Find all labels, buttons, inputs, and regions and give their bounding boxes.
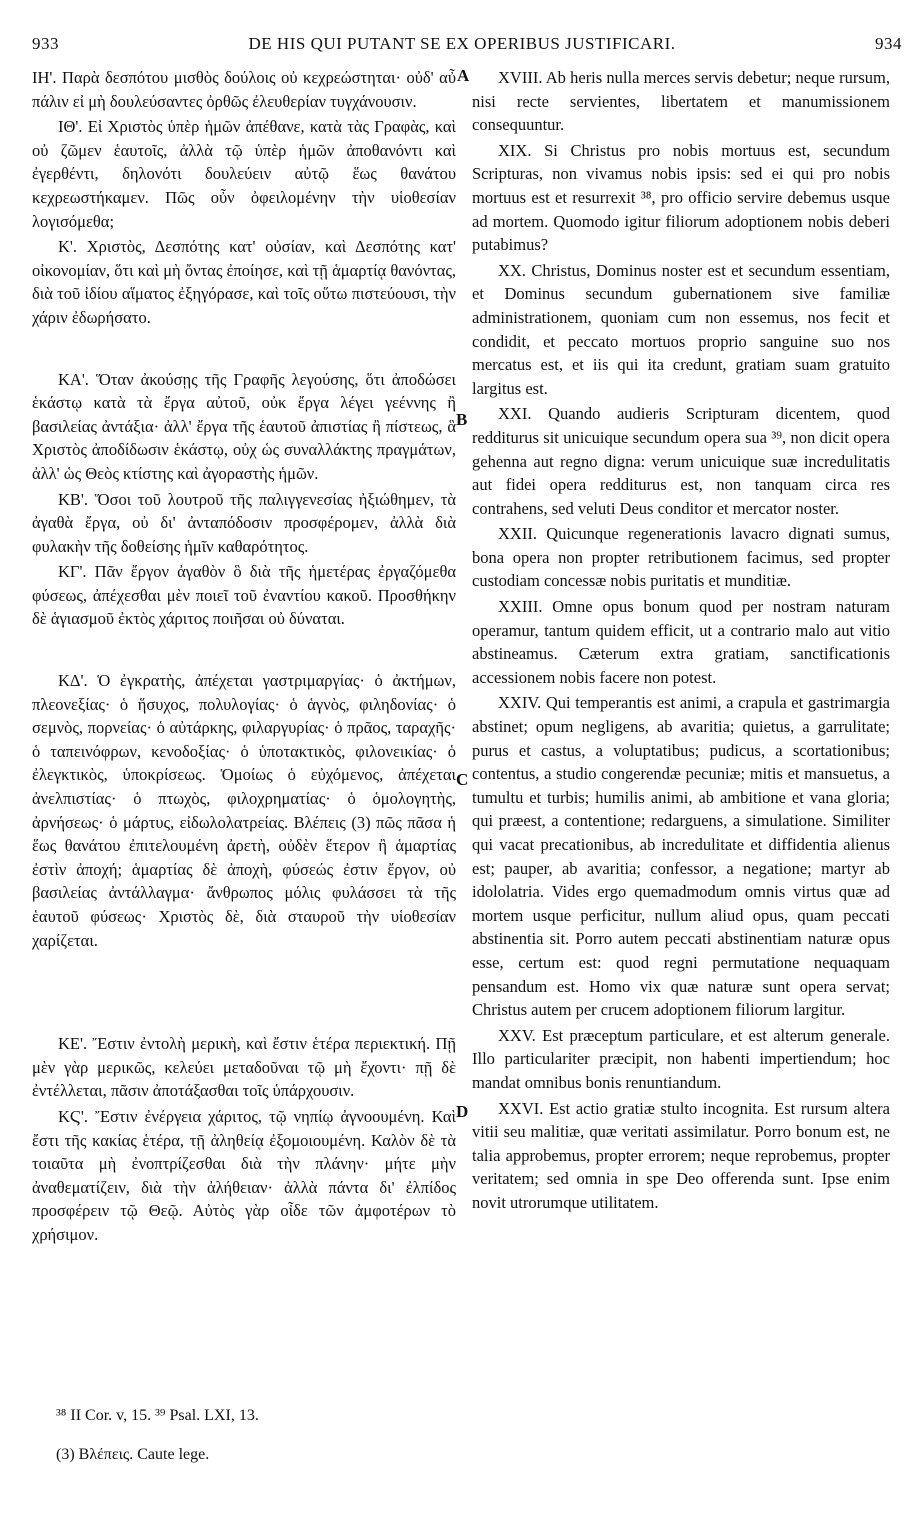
latin-chapter-24: XXIV. Qui temperantis est animi, a crapula et gastrimargia abstinet; opum negligens, ab avaritia; quietus, a garrulitate; purus et castus, a voluptatibus; pudicus, a scortationibus; contentus, a studio congerendæ pecuniæ; mitis et mansuetus, a tumultu et turbis; humilis animi, ab ambitione et vana gloria; qui præest, a contentione; redarguens, a simulatione. Similiter qui vacat precationibus, ab incredulitate et diffidentia alienus est; pauper, ab avaritia; confessor, a negatione; martyr ab idololatria. Vides ergo quemadmodum omnis virtus quæ ad mortem usque perficitur, nullum aliud opus, quam peccati abstinentia sit. Porro autem peccati abstinentiam naturæ opus esse, certum est: quod regni permutatione nequaquam pensandum est. Homo vix quæ naturæ sunt opera servat; Christus autem per crucem adoptionem filiorum largitur. [472, 693, 890, 1020]
page-header [0, 34, 924, 58]
latin-chapter-19: XIX. Si Christus pro nobis mortuus est, secundum Scripturas, non vivamus nobis ipsis: sed ei qui pro nobis mortuus est et resurrexit ³⁸, pro officio servire debemus usque ad mortem. Quomodo igitur filiorum adoptionem nobis deberi putabimus? [472, 140, 890, 255]
margin-marker-a: A [457, 66, 470, 85]
latin-chapter-20: XX. Christus, Dominus noster est et secundum essentiam, et Dominus secundum gubernationem sive familiæ administrationem, quoniam cum non essemus, nos fecit et condidit, et peccato mortuos proprio sanguine suo nos mercatus est, et iis qui ita credunt, gratiam suam gratuito largitus est. [472, 260, 890, 398]
margin-marker-d: D [456, 1102, 469, 1121]
latin-chapter-22: XXII. Quicunque regenerationis lavacro dignati sumus, bona opera non propter retributionem facimus, sed propter custodiam concessæ nobis puritatis et munditiæ. [472, 524, 890, 591]
footnote-3: (3) Βλέπεις. Caute lege. [56, 1446, 210, 1463]
page-number-right: 934 [875, 34, 902, 53]
margin-marker-b: B [456, 410, 468, 429]
greek-chapter-24: ΚΔ'. Ὁ ἐγκρατὴς, ἀπέχεται γαστριμαργίας· ὁ ἀκτήμων, πλεονεξίας· ὁ ἥσυχος, πολυλογίας· ὁ ἁγνὸς, φιληδονίας· ὁ σεμνὸς, πορνείας· ὁ αὐτάρκης, φιλαργυρίας· ὁ πρᾶος, ταραχῆς· ὁ ταπεινόφρων, κενοδοξίας· ὁ ὑποτακτικὸς, φιλονεικίας· ὁ ἐλεγκτικὸς, ὑποκρίσεως. Ὁμοίως ὁ εὐχόμενος, ἀπέχεται ἀνελπιστίας· ὁ πτωχὸς, φιλοχρηματίας· ὁ ὁμολογητὴς, ἀρνήσεως· ὁ μάρτυς, εἰδωλολατρείας. Βλέπεις (3) πῶς πᾶσα ἡ ἕως θανάτου ἐπιτελουμένη ἀρετὴ, οὐδὲν ἕτερον ἢ ἁμαρτίας ἐστὶν ἀποχή; ἁμαρτίας δὲ ἀποχὴ, φύσεώς ἐστιν ἔργον, οὐ βασιλείας ἀντάλλαγμα· ἄνθρωπος μόλις φυλάσσει τὰ τῆς ἑαυτοῦ φύσεως· Χριστὸς δὲ, διὰ σταυροῦ τὴν υἱοθεσίαν χαρίζεται. [32, 671, 456, 950]
greek-chapter-21: ΚΑ'. Ὅταν ἀκούσῃς τῆς Γραφῆς λεγούσης, ὅτι ἀποδώσει ἑκάστῳ κατὰ τὰ ἔργα αὐτοῦ, οὐκ ἔργα λέγει γεέννης ἢ βασιλείας ἀντάξια· ἀλλ' ἔργα τῆς ἑαυτοῦ ἀπιστίας ἢ πίστεως, ἃ Χριστὸς ἀποδίδωσιν ἑκάστῳ, οὐχ ὡς συναλλάκτης πραγμάτων, ἀλλ' ὡς Θεὸς κτίστης καὶ ἀγοραστὴς ἡμῶν. [32, 369, 456, 483]
greek-chapter-18: ΙΗ'. Παρὰ δεσπότου μισθὸς δούλοις οὐ κεχρεώστηται· οὐδ' αὖ πάλιν εἰ μὴ δουλεύσαντες ὀρθῶς ἐλευθερίαν τυγχάνουσιν. [32, 68, 456, 111]
greek-chapter-19: ΙΘ'. Εἰ Χριστὸς ὑπὲρ ἡμῶν ἀπέθανε, κατὰ τὰς Γραφὰς, καὶ οὐ ζῶμεν ἑαυτοῖς, ἀλλὰ τῷ ὑπὲρ ἡμῶν ἀποθανόντι καὶ ἐγερθέντι, δηλονότι δουλεύειν αὐτῷ ἕως θανάτου κεχρεωστήκαμεν. Πῶς οὖν ὀφειλομένην τὴν υἱοθεσίαν λογισόμεθα; [32, 117, 456, 231]
latin-chapter-25: XXV. Est præceptum particulare, et est alterum generale. Illo particulariter præcipit, non habenti impertiendum; hoc mandat omnibus bonis renuntiandum. [472, 1025, 890, 1092]
editor-footnote [32, 1444, 480, 1466]
greek-chapter-23: ΚΓ'. Πᾶν ἔργον ἀγαθὸν ὃ διὰ τῆς ἡμετέρας ἐργαζόμεθα φύσεως, ἀπέχεσθαι μὲν ποιεῖ τοῦ ἐναντίου κακοῦ. Προσθήκην δὲ ἁγιασμοῦ ἐκτὸς χάριτος ποιῆσαι οὐ δύναται. [32, 562, 456, 629]
latin-chapter-18: XVIII. Ab heris nulla merces servis debetur; neque rursum, nisi recte servientes, libertatem et manumissionem consequuntur. [472, 68, 890, 135]
running-title: DE HIS QUI PUTANT SE EX OPERIBUS JUSTIFICARI. [248, 34, 676, 53]
latin-chapter-26: XXVI. Est actio gratiæ stulto incognita. Est rursum altera vitii seu malitiæ, quæ veritati assimilatur. Porro bonum est, ne talia approbemus, propter errorem; neque reprobemus, propter veritatem; sed omnia in spe Deo offerenda sunt. Ipse enim novit utrorumque utilitatem. [472, 1098, 890, 1212]
greek-chapter-26: ΚϚ'. Ἔστιν ἐνέργεια χάριτος, τῷ νηπίῳ ἀγνοουμένη. Καὶ ἔστι τῆς κακίας ἑτέρα, τῇ ἀληθείᾳ ἐξομοιουμένη. Καλὸν δὲ τὰ τοιαῦτα μὴ ἐνοπτρίζεσθαι διὰ τὴν πλάνην· μήτε μὴν ἀναθεματίζειν, διὰ τὴν ἀλήθειαν· ἀλλὰ πάντα δι' ἐλπίδος προσφέρειν τῷ Θεῷ. Αὐτὸς γὰρ οἶδε τῶν ἀμφοτέρων τὸ χρήσιμον. [32, 1106, 456, 1244]
page-number-left: 933 [32, 34, 59, 53]
margin-marker-c: C [456, 770, 469, 789]
latin-chapter-21: XXI. Quando audieris Scripturam dicentem, quod redditurus sit unicuique secundum opera sua ³⁹, non dicit opera gehenna aut regno digna: verum unicuique suæ incredulitatis aut fidei opera redditurus est, non tanquam circa res contrahens, sed veluti Deus conditor et mercator noster. [472, 404, 890, 518]
footnote-references [32, 1405, 480, 1427]
latin-chapter-23: XXIII. Omne opus bonum quod per nostram naturam operamur, tantum quidem efficit, ut a contrario malo aut vitio abstineamus. Cæterum extra gratiam, sanctificationis accessionem nobis facere non potest. [472, 597, 890, 687]
greek-chapter-22: ΚΒ'. Ὅσοι τοῦ λουτροῦ τῆς παλιγγενεσίας ἠξιώθημεν, τὰ ἀγαθὰ ἔργα, οὐ δι' ἀνταπόδοσιν προσφέρομεν, ἀλλὰ διὰ φυλακὴν τῆς δοθείσης ἡμῖν καθαρότητος. [32, 489, 456, 556]
scripture-references: ³⁸ II Cor. v, 15. ³⁹ Psal. LXI, 13. [56, 1407, 259, 1424]
greek-chapter-20: Κ'. Χριστὸς, Δεσπότης κατ' οὐσίαν, καὶ Δεσπότης κατ' οἰκονομίαν, ὅτι καὶ μὴ ὄντας ἐποίησε, καὶ τῇ ἁμαρτίᾳ θανόντας, διὰ τοῦ ἰδίου αἵματος ἐξηγόρασε, καὶ τοῖς οὕτω πιστεύουσι, τὴν χάριν ἐδωρήσατο. [32, 237, 456, 327]
latin-column [472, 66, 890, 1217]
greek-column [32, 66, 456, 1249]
greek-chapter-25: ΚΕ'. Ἔστιν ἐντολὴ μερικὴ, καὶ ἔστιν ἑτέρα περιεκτική. Πῇ μὲν γὰρ μερικῶς, κελεύει μεταδοῦναι τῷ μὴ ἔχοντι· πῇ δὲ ἐντέλλεται, πᾶσιν ἀποτάξασθαι τοῖς ὑπάρχουσιν. [32, 1034, 456, 1101]
